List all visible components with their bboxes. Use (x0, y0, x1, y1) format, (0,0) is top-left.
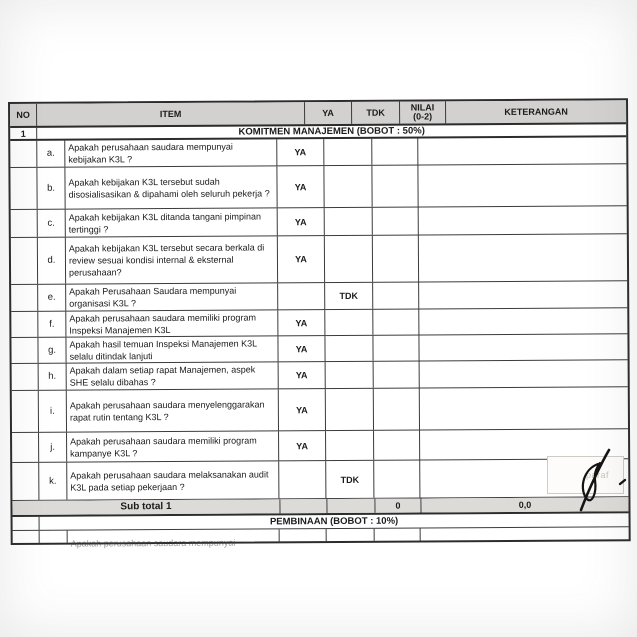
subtotal-ya-cell (280, 499, 327, 513)
question-cell (67, 431, 279, 461)
subtotal-keterangan-value: 0,0 (421, 497, 628, 512)
table-row-c (11, 206, 627, 238)
question-cell (66, 336, 278, 362)
question-cell (65, 139, 277, 166)
ya-answer-cell: YA (279, 431, 326, 460)
row-letter: d. (38, 238, 66, 284)
question-cell (67, 362, 279, 389)
nilai-cell (373, 235, 419, 281)
keterangan-cell (418, 137, 626, 164)
tdk-answer-cell (325, 236, 373, 282)
no-cell (11, 210, 38, 237)
header-nilai-line1: NILAI (410, 101, 435, 113)
question-text: Apakah kebijakan K3L tersebut secara berkala di review sesuai kondisi internal & eksternal perusahaan? (68, 242, 265, 278)
table-row-e (11, 281, 627, 312)
tdk-answer-cell (326, 389, 374, 430)
nilai-cell (374, 388, 420, 429)
table-row-partial (13, 527, 629, 549)
nilai-cell (373, 335, 419, 360)
row-letter: c. (38, 210, 66, 237)
question-cell (65, 166, 277, 208)
question-cell (67, 389, 279, 431)
row-letter: g. (38, 338, 66, 363)
subtotal-label: Sub total 1 (12, 499, 280, 515)
no-cell (12, 364, 39, 390)
section-1-number: 1 (10, 128, 37, 139)
tdk-answer-cell (325, 208, 373, 235)
keterangan-cell (420, 360, 628, 387)
question-cell (66, 310, 278, 336)
question-text: Apakah perusahaan saudara melaksanakan audit K3L pada setiap pekerjaan ? (70, 468, 269, 493)
question-text: Apakah perusahaan saudara mempunyai (70, 537, 236, 549)
question-text: Apakah perusahaan saudara memiliki program kampanye K3L ? (70, 434, 257, 459)
tdk-answer-cell (327, 529, 375, 541)
tdk-answer-cell: TDK (326, 461, 374, 498)
nilai-cell (372, 138, 418, 164)
keterangan-cell (421, 527, 629, 540)
handwritten-paraf-signature (540, 444, 635, 518)
header-nilai-line2: (0-2) (413, 111, 433, 122)
keterangan-cell (418, 164, 626, 206)
table-row-j (12, 429, 628, 463)
table-row-i (12, 387, 628, 433)
question-cell (66, 208, 278, 236)
no-cell (11, 312, 38, 337)
table-row-a (10, 137, 626, 168)
keterangan-cell (419, 234, 627, 281)
ya-answer-cell: YA (278, 236, 325, 282)
ya-answer-cell: YA (277, 166, 324, 207)
no-cell (10, 168, 37, 209)
keterangan-cell (420, 387, 628, 429)
tdk-answer-cell (326, 431, 374, 460)
row-letter: i. (39, 391, 67, 432)
question-cell (66, 236, 278, 283)
header-no: NO (10, 104, 37, 126)
keterangan-cell (419, 206, 627, 234)
nilai-cell (373, 309, 419, 334)
table-row-b (10, 164, 626, 210)
tdk-answer-cell: TDK (325, 283, 373, 309)
keterangan-cell (419, 308, 627, 334)
header-ya: YA (305, 102, 352, 124)
question-text: Apakah hasil temuan Inspeksi Manajemen K3L selalu ditindak lanjuti (69, 337, 257, 362)
no-cell (12, 391, 39, 432)
row-letter: h. (39, 364, 67, 390)
question-cell (67, 461, 279, 499)
section-1-title: KOMITMEN MANAJEMEN (BOBOT : 50%) (238, 124, 425, 138)
tdk-answer-cell (325, 336, 373, 361)
row-letter: b. (37, 168, 65, 209)
row-letter: e. (38, 285, 66, 311)
ya-answer-cell: YA (279, 389, 326, 430)
ya-answer-cell: YA (278, 310, 325, 335)
row-letter: k. (39, 463, 67, 500)
header-nilai (400, 101, 446, 123)
ya-answer-cell (279, 461, 326, 498)
no-cell (13, 531, 40, 543)
nilai-cell (374, 430, 420, 459)
table-row-h (12, 360, 628, 391)
paraf-watermark-text: paraf (585, 470, 609, 480)
nilai-cell (373, 207, 419, 234)
question-text: Apakah perusahaan saudara menyelenggarakan rapat rutin tentang K3L ? (69, 398, 265, 423)
table-row-f (11, 308, 627, 338)
question-cell (66, 283, 278, 310)
subtotal-tdk-cell (327, 499, 375, 513)
nilai-cell (373, 282, 419, 308)
row-letter: a. (37, 141, 65, 167)
no-cell (11, 338, 38, 363)
tdk-answer-cell (326, 362, 374, 388)
table-row-d (11, 234, 627, 285)
no-cell (11, 285, 38, 311)
subtotal-nilai-value: 0 (375, 498, 421, 512)
question-text: Apakah perusahaan saudara memiliki program Inspeksi Manajemen K3L (69, 311, 256, 336)
nilai-cell (374, 460, 420, 497)
no-cell (11, 238, 38, 284)
ya-answer-cell (278, 283, 325, 309)
checklist-table-region (8, 98, 630, 549)
no-cell (12, 463, 39, 500)
keterangan-cell (419, 281, 627, 308)
tdk-answer-cell (324, 166, 372, 207)
table-row-g (11, 334, 627, 364)
question-text: Apakah kebijakan K3L ditanda tangani pimpinan tertinggi ? (68, 210, 262, 235)
nilai-cell (372, 165, 418, 206)
header-keterangan: KETERANGAN (504, 106, 568, 117)
tdk-answer-cell (324, 139, 372, 165)
no-cell (10, 141, 37, 167)
section-2-title: PEMBINAAN (BOBOT : 10%) (269, 515, 399, 527)
question-cell (68, 529, 280, 549)
question-text: Apakah dalam setiap rapat Manajemen, aspek SHE selalu dibahas ? (69, 364, 256, 388)
ya-answer-cell: YA (277, 139, 324, 165)
ya-answer-cell: YA (279, 362, 326, 388)
nilai-cell (374, 361, 420, 387)
header-tdk: TDK (352, 102, 400, 124)
question-text: Apakah kebijakan K3L tersebut sudah disosialisasikan & dipahami oleh seluruh pekerja ? (68, 176, 270, 200)
keterangan-cell (419, 334, 627, 360)
row-letter: j. (39, 433, 67, 462)
tdk-answer-cell (325, 310, 373, 335)
row-letter: f. (38, 312, 66, 337)
ya-answer-cell: YA (278, 336, 325, 361)
header-item: ITEM (37, 102, 305, 126)
question-text: Apakah perusahaan saudara mempunyai kebijakan K3L ? (68, 141, 233, 165)
checklist-table (8, 98, 631, 549)
row-letter (40, 531, 68, 543)
ya-answer-cell: YA (278, 208, 325, 235)
table-row-k (12, 459, 628, 501)
nilai-cell (375, 528, 421, 540)
ya-answer-cell (280, 529, 327, 541)
section-2-number (13, 517, 40, 530)
no-cell (12, 433, 39, 462)
question-text: Apakah Perusahaan Saudara mempunyai organisasi K3L ? (69, 285, 237, 309)
